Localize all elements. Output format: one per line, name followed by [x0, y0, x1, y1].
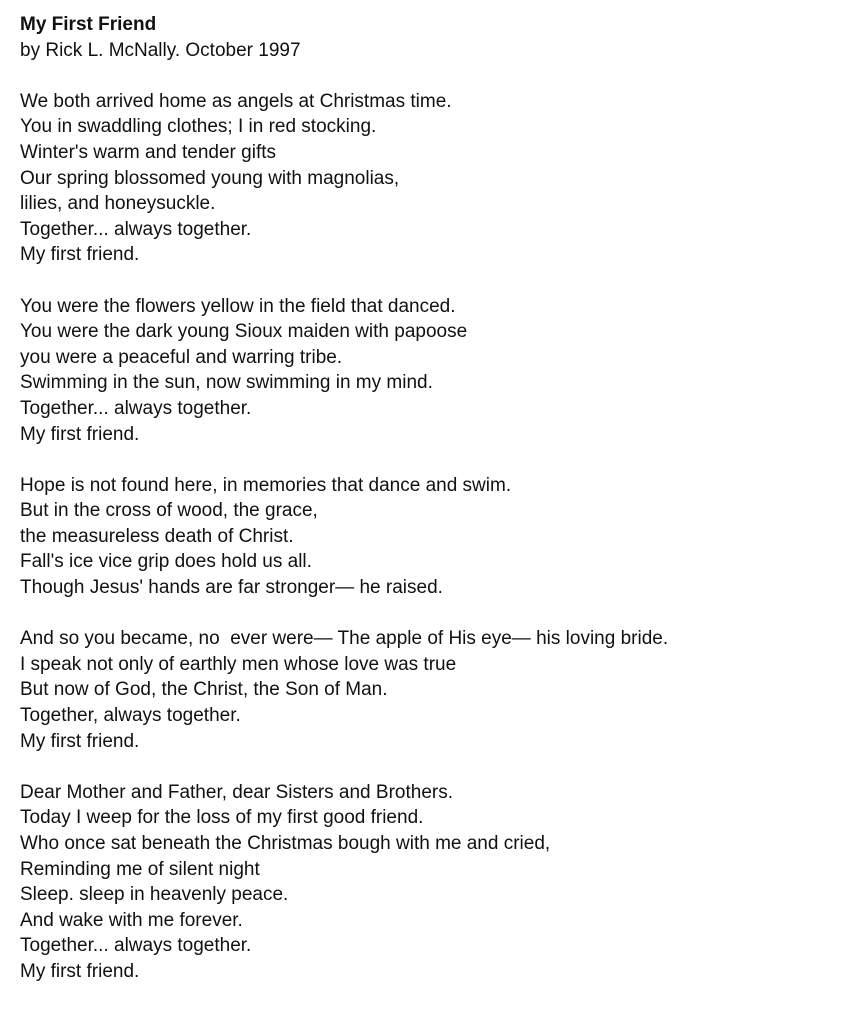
- poem-line: Hope is not found here, in memories that dance and swim.: [20, 474, 512, 496]
- poem-stanza: [20, 780, 842, 985]
- poem-stanza: [20, 294, 842, 448]
- poem-line: Who once sat beneath the Christmas bough with me and cried,: [20, 833, 551, 854]
- poem-line: Fall's ice vice grip does hold us all.: [20, 551, 312, 573]
- poem-line: Reminding me of silent night: [20, 858, 260, 880]
- poem-line: Dear Mother and Father, dear Sisters and Brothers.: [20, 781, 453, 803]
- poem-line: Together... always together.: [20, 397, 252, 419]
- poem-title: My First Friend: [20, 14, 157, 35]
- poem-line: the measureless death of Christ.: [20, 525, 294, 547]
- poem-line: You were the flowers yellow in the field that danced.: [20, 295, 456, 317]
- poem-line: My first friend.: [20, 960, 140, 982]
- poem-line: Together, always together.: [20, 705, 241, 727]
- poem-line: My first friend.: [20, 730, 140, 752]
- poem-line: My first friend.: [20, 423, 140, 445]
- poem-line: Together... always together.: [20, 218, 252, 240]
- poem-line: Swimming in the sun, now swimming in my mind.: [20, 372, 433, 394]
- poem-line: You in swaddling clothes; I in red stocking.: [20, 116, 377, 138]
- poem-line: We both arrived home as angels at Christmas time.: [20, 90, 452, 112]
- poem-stanza: [20, 626, 842, 754]
- poem-line: But now of God, the Christ, the Son of Man.: [20, 679, 388, 701]
- poem-stanza: [20, 89, 842, 268]
- poem-line: Though Jesus' hands are far stronger— he raised.: [20, 577, 443, 599]
- poem-line: My first friend.: [20, 244, 140, 266]
- poem-line: But in the cross of wood, the grace,: [20, 500, 318, 522]
- poem-line: I speak not only of earthly men whose love was true: [20, 653, 457, 675]
- poem-body: [20, 89, 842, 985]
- poem-line: You were the dark young Sioux maiden with papoose: [20, 321, 468, 343]
- poem-line: And so you became, no ever were— The apple of His eye— his loving bride.: [20, 628, 669, 650]
- poem-line: Winter's warm and tender gifts: [20, 141, 276, 163]
- poem-line: you were a peaceful and warring tribe.: [20, 346, 343, 368]
- poem-line: Sleep. sleep in heavenly peace.: [20, 884, 289, 906]
- poem-byline: by Rick L. McNally. October 1997: [20, 39, 301, 61]
- poem-line: Together... always together.: [20, 935, 252, 957]
- poem-line: And wake with me forever.: [20, 909, 243, 931]
- poem-line: lilies, and honeysuckle.: [20, 193, 216, 215]
- poem-stanza: [20, 473, 842, 601]
- poem-line: Today I weep for the loss of my first good friend.: [20, 807, 424, 829]
- poem-line: Our spring blossomed young with magnolias,: [20, 167, 400, 189]
